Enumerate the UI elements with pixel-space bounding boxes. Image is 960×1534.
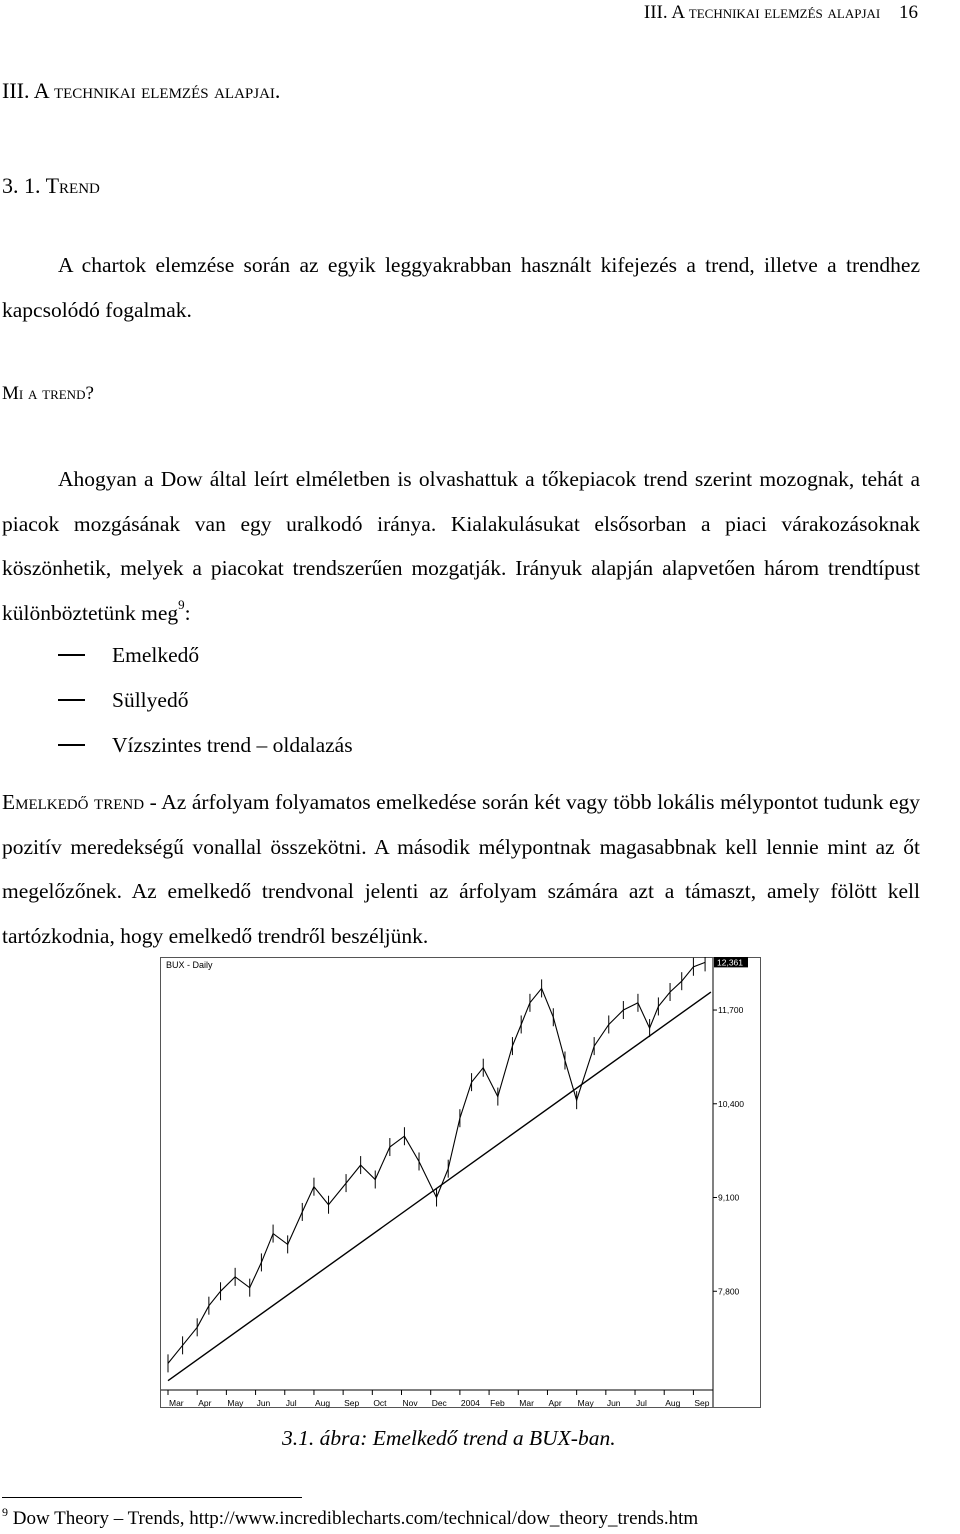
bux-daily-chart <box>160 957 762 1409</box>
x-tick-label: Apr <box>198 1398 212 1408</box>
x-tick-label: Mar <box>169 1398 184 1408</box>
section-number: 3. 1. T <box>2 173 60 198</box>
x-tick-label: Sep <box>344 1398 360 1408</box>
rising-trend-lead: melkedő trend <box>15 790 145 814</box>
x-tick-label: Jul <box>285 1398 297 1408</box>
question-heading <box>2 383 94 405</box>
x-tick-label: Jun <box>606 1398 621 1408</box>
chart-title: BUX - Daily <box>166 960 213 970</box>
x-tick-label: Nov <box>402 1398 418 1408</box>
footnote <box>2 1505 699 1530</box>
intro-paragraph <box>2 243 920 332</box>
dash-icon <box>58 654 85 656</box>
running-header-title: technikai elemzés alapjai <box>688 2 881 23</box>
dash-icon <box>58 699 85 701</box>
y-tick-label: 10,400 <box>718 1098 744 1109</box>
running-header <box>644 2 918 24</box>
question-first: M <box>2 383 19 404</box>
x-tick-label: Jun <box>256 1398 271 1408</box>
x-tick-label: Dec <box>431 1398 447 1408</box>
x-tick-label: Mar <box>519 1398 534 1408</box>
chapter-title: technikai elemzés alapjai. <box>53 78 281 103</box>
running-header-title-first: III. A <box>643 2 685 23</box>
list-item-label: Emelkedő <box>112 643 200 667</box>
page-number: 16 <box>899 2 918 23</box>
dash-icon <box>58 744 85 746</box>
rising-trend-lead-first: E <box>2 790 16 814</box>
question-rest: i a trend? <box>18 383 94 404</box>
section-title: rend <box>59 173 100 198</box>
x-tick-label: May <box>227 1398 244 1408</box>
y-tick-label: 9,100 <box>718 1192 740 1203</box>
dow-paragraph <box>2 457 920 635</box>
x-tick-label: Feb <box>490 1398 505 1408</box>
chapter-heading <box>2 78 280 104</box>
dow-paragraph-text: Ahogyan a Dow által leírt elméletben is olvashattuk a tőkepiacok trend szerint mozognak, tehát a piacok mozgásának van egy uralkodó iránya. Kialakulásukat elsősorban a piaci várakozásoknak köszönhetik, melyek a piacokat trendszerűen mozgatják. Irányuk alapján alapvetően három trendtípust különböztetünk meg <box>2 467 920 625</box>
rising-trend-paragraph <box>2 780 920 958</box>
x-tick-label: Oct <box>373 1398 387 1408</box>
y-tick-label: 11,700 <box>718 1005 744 1016</box>
list-item-label: Vízszintes trend – oldalazás <box>112 733 353 757</box>
section-heading <box>2 173 100 199</box>
footnote-ref: 9 <box>178 596 185 612</box>
footnote-number: 9 <box>2 1505 8 1519</box>
x-tick-label: Aug <box>314 1398 331 1408</box>
x-tick-label: Apr <box>548 1398 562 1408</box>
x-tick-label: 2004 <box>460 1398 480 1408</box>
x-tick-label: Aug <box>665 1398 681 1408</box>
chapter-prefix: III. A <box>2 78 49 103</box>
x-tick-label: Sep <box>694 1398 710 1408</box>
chart-frame <box>161 958 761 1408</box>
intro-text: A chartok elemzése során az egyik leggyakrabban használt kifejezés a trend, illetve a trendhez kapcsolódó fogalmak. <box>2 253 920 322</box>
footnote-text: Dow Theory – Trends, http://www.incrediblecharts.com/technical/dow_theory_trends.htm <box>12 1508 699 1529</box>
rising-trend-text: - Az árfolyam folyamatos emelkedése során két vagy több lokális mélypontot tudunk egy pozitív meredekségű vonallal összekötni. A második mélypontnak magasabbnak kell lennie mint az őt megelőzőnek. Az emelkedő trendvonal jelenti az árfolyam számára azt a támaszt, amely fölött kell tartózkodnia, hogy emelkedő trendről beszéljünk. <box>2 790 920 948</box>
y-tick-label: 7,800 <box>718 1286 740 1297</box>
list-item-label: Süllyedő <box>112 688 189 712</box>
x-tick-label: May <box>577 1398 594 1408</box>
x-tick-label: Jul <box>636 1398 647 1408</box>
figure-caption: 3.1. ábra: Emelkedő trend a BUX-ban. <box>282 1426 616 1450</box>
dow-paragraph-tail: : <box>184 600 191 625</box>
footnote-divider <box>2 1497 302 1498</box>
last-value-label: 12,361 <box>717 957 743 968</box>
